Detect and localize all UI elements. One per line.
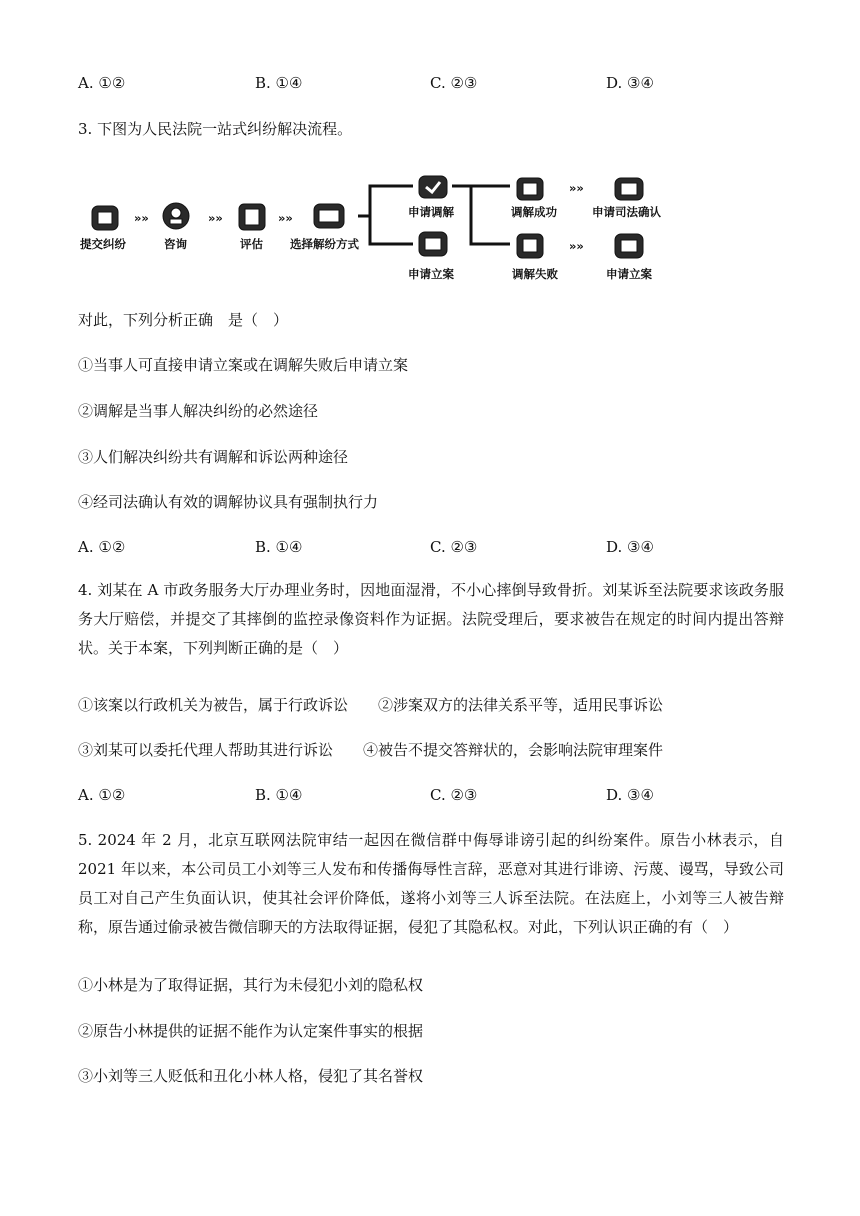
q5-item-3: ③小刘等三人贬低和丑化小林人格，侵犯了其名誉权: [78, 1067, 424, 1085]
mediation-success-icon: [517, 178, 543, 200]
step-label: 选择解纷方式: [290, 237, 359, 251]
submit-dispute-icon: [92, 206, 118, 230]
q3-options: [78, 536, 778, 558]
q5-item-2: ②原告小林提供的证据不能作为认定案件事实的根据: [78, 1022, 424, 1040]
evaluate-icon: [239, 204, 265, 230]
branch-line-top: [358, 186, 413, 216]
q3-item-4: ④经司法确认有效的调解协议具有强制执行力: [78, 493, 379, 511]
apply-filing-final-icon: [615, 234, 643, 258]
q4-item-3: ③刘某可以委托代理人帮助其进行诉讼: [78, 741, 334, 759]
option-d: D. ③④: [606, 74, 654, 92]
judicial-confirm-icon: [615, 178, 643, 200]
q4-item-4: ④被告不提交答辩状的，会影响法院审理案件: [363, 741, 664, 759]
option-b: B. ①④: [255, 538, 303, 556]
step-label: 咨询: [164, 237, 187, 251]
q3-item-3: ③人们解决纠纷共有调解和诉讼两种途径: [78, 448, 349, 466]
q4-stem: 4. 刘某在 A 市政务服务大厅办理业务时，因地面湿滑，不小心摔倒导致骨折。刘某诉至法院要求该政务服务大厅赔偿，并提交了其摔倒的监控录像资料作为证据。法院受理后，要求被告在规定的时间内提出答辩状。关于本案，下列判断正确的是（ ）: [78, 581, 784, 657]
option-c: C. ②③: [430, 74, 478, 92]
flow-arrow: »»: [569, 239, 584, 253]
apply-mediation-icon: [419, 176, 447, 198]
option-d: D. ③④: [606, 538, 654, 556]
choose-method-icon: [314, 204, 344, 228]
q3-item-1: ①当事人可直接申请立案或在调解失败后申请立案: [78, 356, 409, 374]
flow-arrow: »»: [278, 211, 293, 225]
q3-stem: 3. 下图为人民法院一站式纠纷解决流程。: [78, 120, 353, 138]
branch-top-label: 申请司法确认: [592, 205, 661, 219]
q4-items-row-2: [78, 739, 663, 761]
q3-item-2: ②调解是当事人解决纠纷的必然途径: [78, 402, 319, 420]
apply-filing-icon: [419, 232, 447, 256]
q3-prompt: 对此，下列分析正确 是（ ）: [78, 311, 289, 329]
branch-top-label: 申请调解: [408, 205, 454, 219]
option-a: A. ①②: [78, 786, 126, 804]
option-a: A. ①②: [78, 74, 126, 92]
q5-item-1: ①小林是为了取得证据，其行为未侵犯小刘的隐私权: [78, 976, 424, 994]
branch-line-bottom: [370, 216, 413, 244]
q4-options: [78, 784, 778, 806]
option-d: D. ③④: [606, 786, 654, 804]
q2-options: [78, 72, 778, 94]
option-b: B. ①④: [255, 786, 303, 804]
option-c: C. ②③: [430, 538, 478, 556]
dispute-resolution-flowchart: [78, 170, 698, 288]
step-label: 提交纠纷: [80, 237, 126, 251]
option-a: A. ①②: [78, 538, 126, 556]
q4-item-1: ①该案以行政机关为被告，属于行政诉讼: [78, 696, 349, 714]
q4-item-2: ②涉案双方的法律关系平等，适用民事诉讼: [378, 696, 664, 714]
branch-bottom-label: 申请立案: [606, 267, 652, 281]
q5-stem: 5. 2024 年 2 月，北京互联网法院审结一起因在微信群中侮辱诽谤引起的纠纷案件。原告小林表示，自 2021 年以来，本公司员工小刘等三人发布和传播侮辱性言辞，恶意对其进行诽谤、污蔑、谩骂，导致公司员工对自己产生负面认识，使其社会评价降低，遂将小刘等三人诉至法院。在法庭上，小刘等三人被告辩称，原告通过偷录被告微信聊天的方法取得证据，侵犯了其隐私权。对此，下列认识正确的有（ ）: [78, 831, 784, 936]
step-label: 评估: [240, 237, 263, 251]
branch-bottom-label: 申请立案: [408, 267, 454, 281]
flow-arrow: »»: [208, 211, 223, 225]
q4-items-row-1: [78, 694, 663, 716]
consult-icon: [163, 203, 189, 229]
branch-top-label: 调解成功: [511, 205, 557, 219]
mediation-fail-icon: [517, 234, 543, 258]
branch-line-fail: [452, 186, 510, 244]
flow-arrow: »»: [569, 181, 584, 195]
option-b: B. ①④: [255, 74, 303, 92]
branch-bottom-label: 调解失败: [512, 267, 558, 281]
option-c: C. ②③: [430, 786, 478, 804]
flow-arrow: »»: [134, 211, 149, 225]
